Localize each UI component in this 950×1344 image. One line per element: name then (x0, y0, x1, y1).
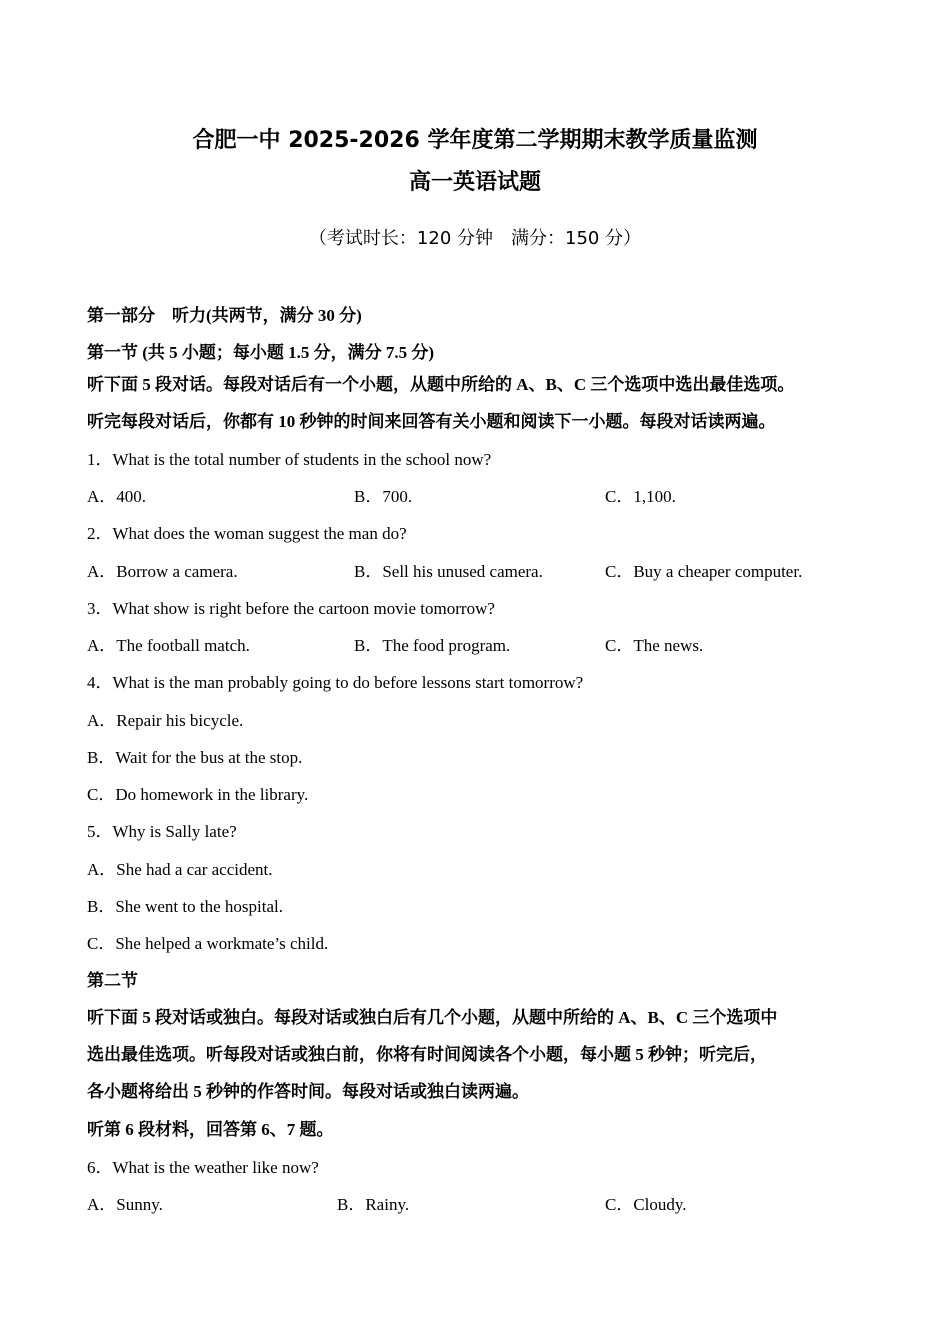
option-c: C．The news. (605, 636, 704, 655)
option-a: A．Borrow a camera. (87, 562, 238, 581)
section1-instructions-line2: 听完每段对话后，你都有 10 秒钟的时间来回答有关小题和阅读下一小题。每段对话读两遍。 (87, 412, 776, 431)
question-stem: 6．What is the weather like now? (87, 1158, 319, 1177)
question-stem: 5．Why is Sally late? (87, 822, 237, 841)
option-b: B．Sell his unused camera. (354, 562, 543, 581)
part1-heading: 第一部分 听力(共两节，满分 30 分) (87, 306, 362, 325)
option-a: A．400. (87, 487, 147, 506)
option-a: A．The football match. (87, 636, 250, 655)
option-b: B．She went to the hospital. (87, 897, 283, 916)
option-b: B．Rainy. (337, 1195, 410, 1214)
section2-heading: 第二节 (87, 971, 138, 990)
exam-subject-title: 高一英语试题 (408, 170, 541, 195)
option-b: B．700. (354, 487, 413, 506)
option-b: B．The food program. (354, 636, 511, 655)
option-c: C．Cloudy. (605, 1195, 687, 1214)
option-a: A．She had a car accident. (87, 860, 273, 879)
section2-instructions-line1: 听下面 5 段对话或独白。每段对话或独白后有几个小题，从题中所给的 A、B、C 三个选项中 (87, 1008, 778, 1027)
exam-title: 合肥一中 2025-2026 学年度第二学期期末教学质量监测 (192, 128, 758, 153)
option-a: A．Sunny. (87, 1195, 163, 1214)
section2-instructions-line2: 选出最佳选项。听每段对话或独白前，你将有时间阅读各个小题，每小题 5 秒钟；听完后， (87, 1045, 767, 1064)
exam-info: （考试时长：120 分钟 满分：150 分） (308, 228, 642, 249)
option-c: C．1,100. (605, 487, 676, 506)
question-stem: 4．What is the man probably going to do before lessons start tomorrow? (87, 673, 584, 692)
section1-instructions-line1: 听下面 5 段对话。每段对话后有一个小题，从题中所给的 A、B、C 三个选项中选出最佳选项。 (87, 375, 795, 394)
option-c: C．She helped a workmate’s child. (87, 934, 329, 953)
option-c: C．Do homework in the library. (87, 785, 309, 804)
section2-instructions-line3: 各小题将给出 5 秒钟的作答时间。每段对话或独白读两遍。 (87, 1082, 529, 1101)
question-stem: 2．What does the woman suggest the man do? (87, 524, 407, 543)
question-stem: 3．What show is right before the cartoon movie tomorrow? (87, 599, 495, 618)
material-6-note: 听第 6 段材料，回答第 6、7 题。 (87, 1120, 334, 1139)
option-c: C．Buy a cheaper computer. (605, 562, 803, 581)
option-b: B．Wait for the bus at the stop. (87, 748, 303, 767)
option-a: A．Repair his bicycle. (87, 711, 244, 730)
question-stem: 1．What is the total number of students in the school now? (87, 450, 492, 469)
section1-heading: 第一节 (共 5 小题；每小题 1.5 分，满分 7.5 分) (87, 343, 435, 362)
